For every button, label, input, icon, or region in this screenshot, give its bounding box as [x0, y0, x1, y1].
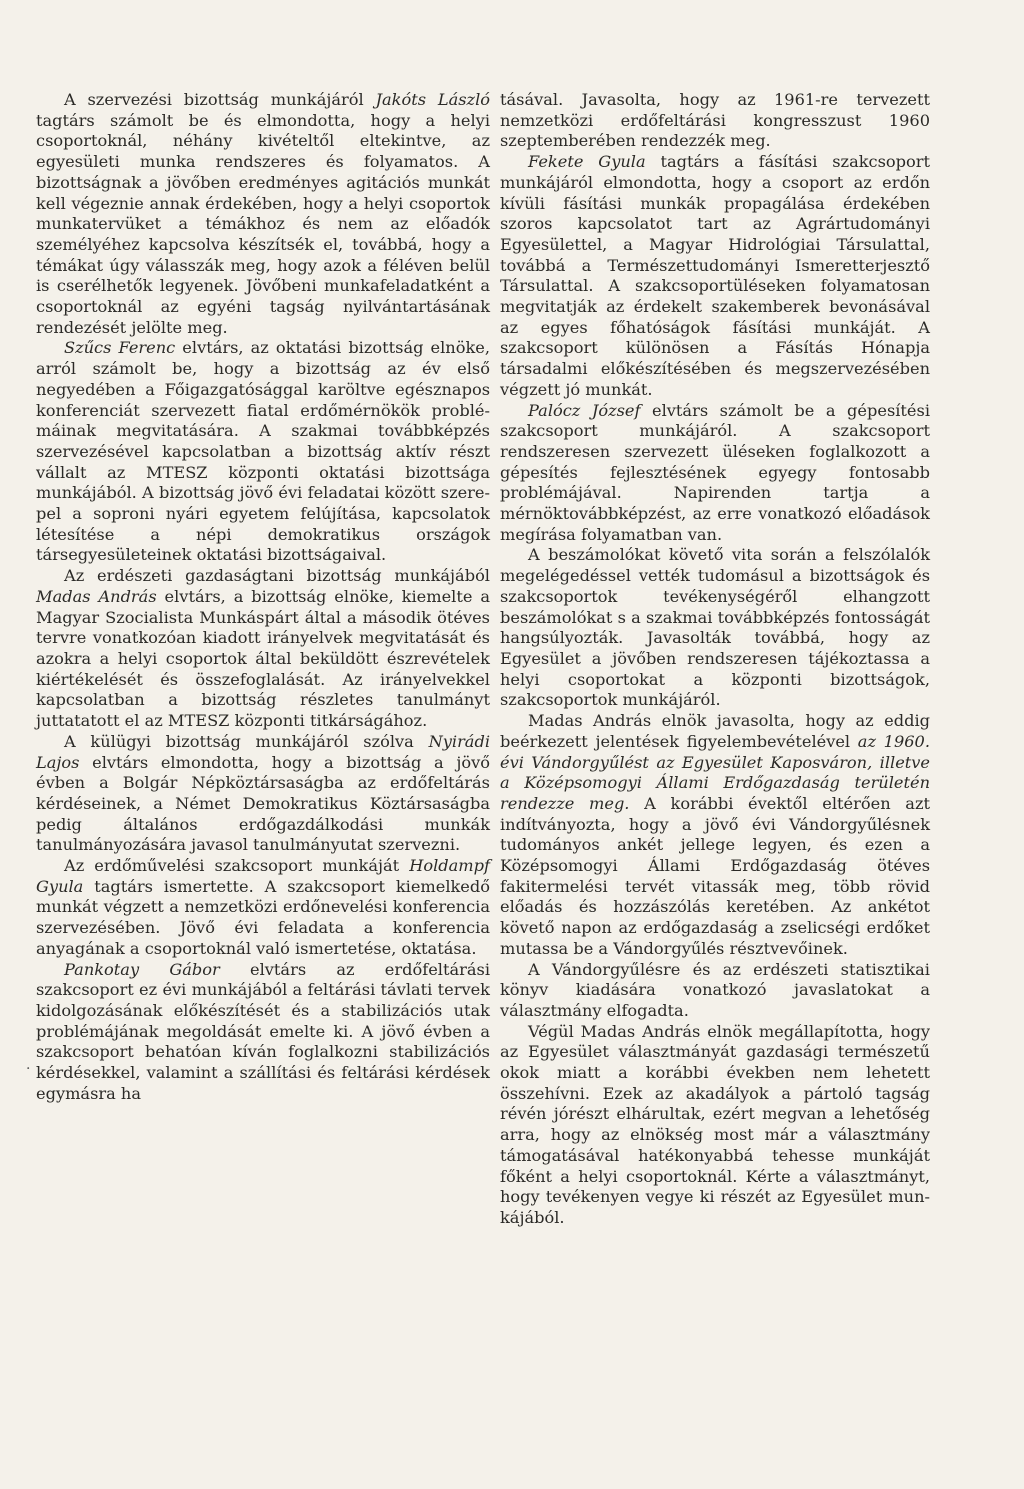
paragraph	[36, 338, 490, 566]
paragraph	[36, 732, 490, 856]
text-run: tagtárs a fásítási szakcsoport munkájáról elmondotta, hogy a csoport az erdőn kívüli fásítási munkák propagálása érdekében szoros kapcsolatot tart az Agrártudományi Egyesülettel, a Magyar Hidrológiai Társulattal, továbbá a Természettudományi Ismeretterjesztő Társulattal. A szakcsoportüléseken folyamatosan megvitatják az érdekelt szakemberek bevonásával az egyes főhatóságok fásítási munkáját. A szakcsoport különösen a Fásítás Hónapja társadalmi előkészítésében és megszervezésében végzett jó munkát.	[500, 152, 931, 399]
text-run: A külügyi bizottság munkájáról szólva	[64, 731, 429, 751]
italic-text: Palócz József	[528, 400, 641, 420]
paragraph	[36, 960, 490, 1105]
italic-text: Fekete Gyula	[528, 152, 646, 172]
text-run: elvtárs, az oktatási bizottság elnöke, arról számolt be, hogy a bizottság az év első negyedében a Főigazgatósággal karöltve egésznapos konferenciát szervezett fiatal erdőmérnökök problémáinak megvitatására. A szakmai továbbképzés szervezésével kapcsolatban a bizottság aktív részt vállalt az MTESZ központi oktatási bizottsága munkájából. A bizottság jövő évi feladatai között szerepel a soproni nyári egyetem felújítása, kapcsolatok létesítése a népi demokratikus országok társegyesületeinek oktatási bizottságaival.	[36, 338, 490, 565]
text-run: A Vándorgyűlésre és az erdészeti statisztikai könyv kiadására vonatkozó javaslatokat a választmány elfogadta.	[500, 959, 930, 1020]
italic-text: az 1960. évi Vándorgyűlést az Egyesület Kaposváron, illetve a Középsomogyi Állami Erdőgazdaság területén rendezze meg.	[500, 731, 931, 813]
text-run: A beszámolókat követő vita során a felszólalók megelégedéssel vették tudomásul a bizottságok és szakcsoportok tevékenységéről elhangzott beszámolókat s a szakmai továbbképzés fontosságát hangsúlyozták. Javasolták továbbá, hogy az Egyesület a jövőben rendszeresen tájékoztassa a helyi csoportokat a központi bizottságok, szakcsoportok munkájáról.	[500, 545, 930, 710]
text-run: Végül Madas András elnök megállapította, hogy az Egyesület választmányát gazdasági természetű okok miatt a korábbi években nem lehetett összehívni. Ezek az akadályok a pártoló tagság révén jórészt elhárultak, ezért megvan a lehetőség arra, hogy az elnökség most már a választmány támogatásával hatékonyabbá tehesse munkáját főként a helyi csoportoknál. Kérte a választmányt, hogy tevékenyen vegye ki részét az Egyesület munkájából.	[500, 1021, 930, 1227]
paragraph	[500, 152, 930, 400]
paragraph	[500, 711, 930, 959]
margin-dot: ·	[26, 1061, 31, 1077]
text-run: elvtárs, a bizottság elnöke, kiemelte a Magyar Szocialista Munkáspárt által a második ötéves tervre vonatkozóan kiadott irányelvek megvitatását és azokra a helyi csoportok által beküldött észrevételek kiértékelését és összefoglalását. Az irányelvekkel kapcsolatban a bizottság részletes tanulmányt juttatatott el az MTESZ központi titkárságához.	[36, 586, 490, 731]
italic-text: Pankotay Gábor	[64, 959, 220, 979]
paragraph	[500, 90, 930, 152]
italic-text: Holdampf Gyula	[36, 856, 490, 896]
text-run: Az erdőművelési szakcsoport munkáját	[64, 856, 410, 876]
text-run: tagtárs ismertette. A szakcsoport kiemelkedő munkát végzett a nemzetközi erdőnevelési konferencia szervezésében. Jövő évi feladata a konferencia anyagának a csoportoknál való ismertetése, oktatása.	[36, 876, 490, 958]
italic-text: Szűcs Ferenc	[64, 338, 176, 358]
text-run: tagtárs számolt be és elmondotta, hogy a helyi csoportoknál, néhány kivételtől eltekintve, az egyesületi munka rendszeres és folyamatos. A bizottságnak a jövőben eredményes agitációs munkát kell végeznie annak érdekében, hogy a helyi csoportok munkatervüket a témákhoz és nem az előadók személyéhez kapcsolva készítsék el, továbbá, hogy a témákat úgy válasszák meg, hogy azok a féléven belül is cserélhetők legyenek. Jövőbeni munkafeladatként a csoportoknál az egyéni tagság nyilvántartásának rendezését jelölte meg.	[36, 110, 490, 337]
italic-text: Jakóts László	[375, 90, 490, 109]
right-text-column	[500, 90, 930, 1229]
paragraph	[36, 856, 490, 960]
text-run: elvtárs az erdőfeltárási szakcsoport ez évi munkájából a feltárási távlati tervek kidolgozásának előkészítését és a stabilizációs utak problémájának megoldását emelte ki. A jövő évben a szakcsoport behatóan kíván foglalkozni stabilizációs kérdésekkel, valamint a szállítási és feltárási kérdések egymásra ha	[36, 959, 491, 1103]
italic-text: Nyirádi Lajos	[36, 731, 490, 772]
paragraph	[500, 545, 930, 711]
text-run: A korábbi évektől eltérően azt indítványozta, hogy a jövő évi Vándorgyűlésnek tudományos ankét jellege legyen, és ezen a Középsomogyi Állami Erdőgazdaság ötéves fakitermelési tervét vitassák meg, több rövid előadás és hozzászólás keretében. Az ankétot követő napon az erdőgazdaság a zselicségi erdőket mutassa be a Vándorgyűlés résztvevőinek.	[500, 793, 930, 958]
paragraph	[36, 90, 490, 338]
text-run: elvtárs számolt be a gépesítési szakcsoport munkájáról. A szakcsoport rendszeresen szervezett üléseken foglalkozott a gépesítés fejlesztésének egyegy fontosabb problémájával. Napirenden tartja a mérnöktovábbképzést, az erre vonatkozó előadások megírása folyamatban van.	[500, 400, 930, 544]
left-text-column	[36, 90, 490, 1104]
text-run: elvtárs elmondotta, hogy a bizottság a jövő évben a Bolgár Népköztársaságba az erdőfeltárás kérdéseinek, a Német Demokratikus Köztársaságba pedig általános erdőgazdálkodási munkák tanulmányozására javasol tanulmányutat szervezni.	[36, 752, 490, 855]
paragraph	[500, 1022, 930, 1229]
paragraph	[500, 401, 930, 546]
text-run: Madas András elnök javasolta, hogy az eddig beérkezett jelentések figyelembevételével	[500, 711, 930, 751]
paragraph	[36, 566, 490, 732]
italic-text: Madas András	[36, 586, 157, 606]
text-run: Az erdészeti gazdaságtani bizottság munkájából	[64, 566, 490, 586]
text-run: A szervezési bizottság munkájáról	[64, 90, 376, 109]
paragraph	[500, 960, 930, 1022]
text-run: tásával. Javasolta, hogy az 1961-re tervezett nemzetközi erdőfeltárási kongresszust 1960 szeptemberében rendezzék meg.	[500, 90, 930, 151]
